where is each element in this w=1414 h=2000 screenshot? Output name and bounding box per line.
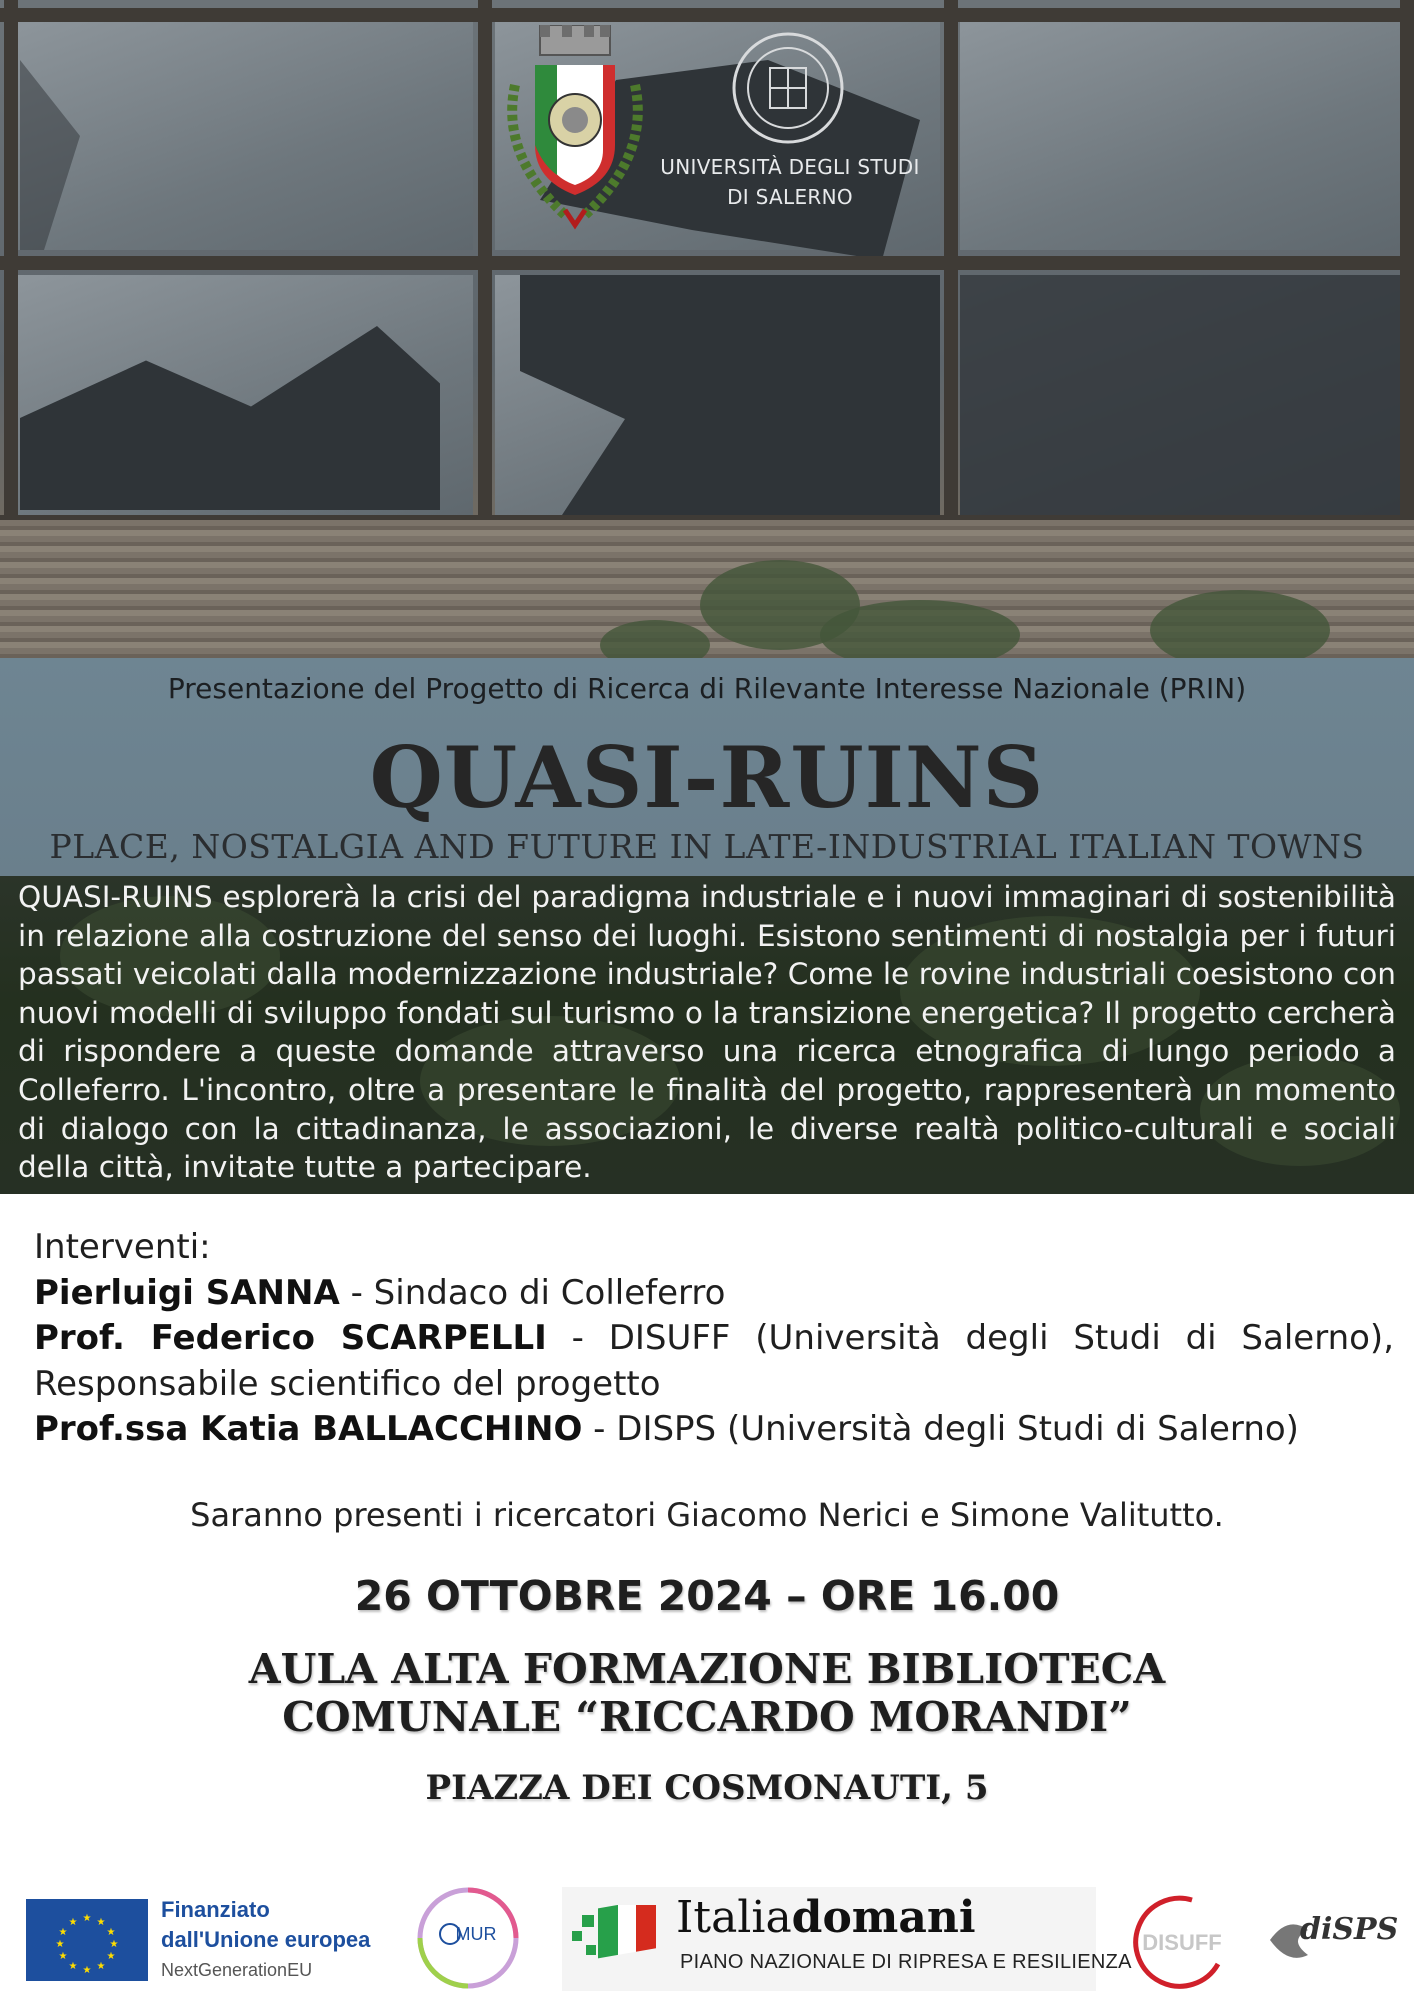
svg-text:★: ★ bbox=[68, 1961, 78, 1972]
eu-flag-logo bbox=[26, 1899, 148, 1981]
hero-photo-broken-window bbox=[0, 0, 1414, 660]
unisa-seal-logo bbox=[730, 30, 846, 146]
italia-prefix: Italia bbox=[676, 1892, 792, 1943]
svg-text:★: ★ bbox=[96, 1961, 106, 1972]
speaker-item bbox=[34, 1316, 1394, 1407]
disuff-label: DISUFF bbox=[1142, 1930, 1222, 1955]
mur-logo bbox=[414, 1884, 522, 1992]
event-subtitle: PLACE, NOSTALGIA AND FUTURE IN LATE-INDUSTRIAL ITALIAN TOWNS bbox=[49, 827, 1365, 866]
svg-text:★: ★ bbox=[68, 1917, 78, 1928]
svg-text:★: ★ bbox=[96, 1917, 106, 1928]
event-datetime: 26 OTTOBRE 2024 – ORE 16.00 bbox=[354, 1572, 1060, 1620]
svg-text:★: ★ bbox=[109, 1939, 119, 1950]
disuff-logo bbox=[1122, 1892, 1232, 1992]
speakers-heading: Interventi: bbox=[34, 1227, 211, 1267]
colleferro-crest-logo bbox=[495, 25, 655, 235]
disps-wordmark: diSPS bbox=[1300, 1912, 1399, 1947]
venue-line2: COMUNALE “RICCARDO MORANDI” bbox=[282, 1693, 1132, 1741]
speaker-role: - DISUFF (Università degli Studi di Salerno), Responsabile scientifico del progetto bbox=[34, 1318, 1395, 1404]
speaker-role: - DISPS (Università degli Studi di Salerno) bbox=[582, 1409, 1299, 1449]
mur-label: MUR bbox=[455, 1924, 497, 1944]
event-address: PIAZZA DEI COSMONAUTI, 5 bbox=[425, 1768, 989, 1808]
speaker-name: Prof. Federico SCARPELLI bbox=[34, 1318, 547, 1358]
speaker-role: - Sindaco di Colleferro bbox=[339, 1272, 726, 1313]
researchers-note: Saranno presenti i ricercatori Giacomo Nerici e Simone Valitutto. bbox=[190, 1496, 1224, 1534]
university-name-line1: UNIVERSITÀ DEGLI STUDI bbox=[660, 155, 920, 179]
event-venue bbox=[0, 1645, 1414, 1741]
speaker-name: Pierluigi SANNA bbox=[34, 1272, 340, 1313]
svg-text:★: ★ bbox=[106, 1927, 116, 1938]
prin-caption: Presentazione del Progetto di Ricerca di Rilevante Interesse Nazionale (PRIN) bbox=[167, 672, 1247, 705]
speakers-section bbox=[34, 1225, 1394, 1453]
event-title: QUASI-RUINS bbox=[369, 728, 1045, 827]
italia-bold: domani bbox=[791, 1892, 976, 1943]
svg-text:★: ★ bbox=[58, 1927, 68, 1938]
svg-text:★: ★ bbox=[106, 1951, 116, 1962]
svg-text:★: ★ bbox=[58, 1951, 68, 1962]
pnrr-tagline: PIANO NAZIONALE DI RIPRESA E RESILIENZA bbox=[680, 1951, 1132, 1973]
eu-line1: Finanziato bbox=[161, 1897, 270, 1922]
eu-line3: NextGenerationEU bbox=[161, 1960, 313, 1980]
venue-line1: AULA ALTA FORMAZIONE BIBLIOTECA bbox=[248, 1645, 1166, 1693]
eu-line2: dall'Unione europea bbox=[161, 1927, 371, 1952]
italian-flag-icon bbox=[572, 1905, 662, 1975]
project-description: QUASI-RUINS esplorerà la crisi del paradigma industriale e i nuovi immaginari di sostenibilità in relazione alla costruzione del senso dei luoghi. Esistono sentimenti di nostalgia per i futuri passati veicolati dalla modernizzazione industriale? Come le rovine industriali coesistono con nuovi modelli di sviluppo fondati sul turismo o la transizione energetica? Il progetto cercherà di rispondere a queste domande attraverso una ricerca etnografica di lungo periodo a Colleferro. L'incontro, oltre a presentare le finalità del progetto, rappresenterà un momento di dialogo con la cittadinanza, le associazioni, le diverse realtà politico-culturali e sociali della città, invitate tutte a partecipare. bbox=[18, 880, 1396, 1185]
svg-text:★: ★ bbox=[82, 1913, 92, 1924]
svg-text:★: ★ bbox=[82, 1965, 92, 1976]
university-name-line2: DI SALERNO bbox=[727, 185, 853, 209]
speaker-item bbox=[34, 1271, 1394, 1317]
svg-text:★: ★ bbox=[55, 1939, 65, 1950]
university-name bbox=[655, 152, 925, 212]
italiadomani-wordmark bbox=[676, 1892, 976, 1943]
eu-funding-text bbox=[161, 1895, 401, 1985]
speaker-name: Prof.ssa Katia BALLACCHINO bbox=[34, 1409, 583, 1449]
speaker-item bbox=[34, 1407, 1394, 1453]
